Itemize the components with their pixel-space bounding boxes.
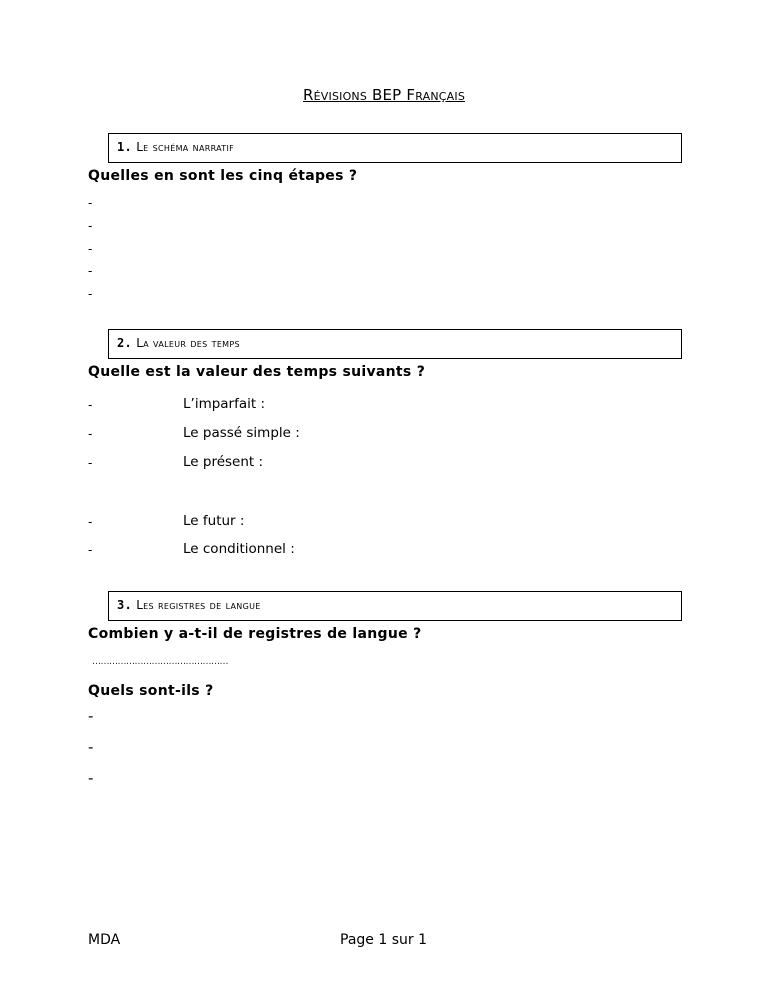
tense-bullet-3: - (88, 456, 93, 470)
section-2-header-box (108, 329, 682, 359)
section-1-bullet-4: - (88, 264, 93, 278)
section-3-question-2: Quels sont-ils ? (88, 683, 214, 699)
section-3-header-box (108, 591, 682, 621)
section-1-bullet-1: - (88, 196, 93, 210)
tense-conditionnel: Le conditionnel : (183, 541, 295, 557)
section-3-bullet-2: - (88, 738, 94, 756)
tense-bullet-2: - (88, 427, 93, 441)
footer-author: MDA (88, 932, 121, 948)
section-1-bullet-5: - (88, 287, 93, 301)
tense-imparfait: L’imparfait : (183, 396, 266, 412)
section-1-bullet-3: - (88, 242, 93, 256)
answer-line: ………………………………………… (92, 657, 228, 667)
section-3-heading: 3. Les registres de langue (117, 598, 261, 612)
tense-bullet-1: - (88, 398, 93, 412)
footer-page-number: Page 1 sur 1 (340, 932, 427, 948)
section-1-question: Quelles en sont les cinq étapes ? (88, 168, 358, 184)
tense-futur: Le futur : (183, 513, 245, 529)
page-title: Révisions BEP Français (303, 86, 465, 104)
section-1-header-box (108, 133, 682, 163)
tense-bullet-5: - (88, 543, 93, 557)
tense-bullet-4: - (88, 515, 93, 529)
section-1-heading: 1. Le schéma narratif (117, 140, 235, 154)
section-2-heading: 2. La valeur des temps (117, 336, 240, 350)
section-1-bullet-2: - (88, 219, 93, 233)
section-3-bullet-3: - (88, 769, 94, 787)
section-3-bullet-1: - (88, 707, 94, 725)
tense-present: Le présent : (183, 454, 264, 470)
section-3-question: Combien y a-t-il de registres de langue ? (88, 626, 422, 642)
tense-passe-simple: Le passé simple : (183, 425, 300, 441)
section-2-question: Quelle est la valeur des temps suivants ? (88, 364, 426, 380)
